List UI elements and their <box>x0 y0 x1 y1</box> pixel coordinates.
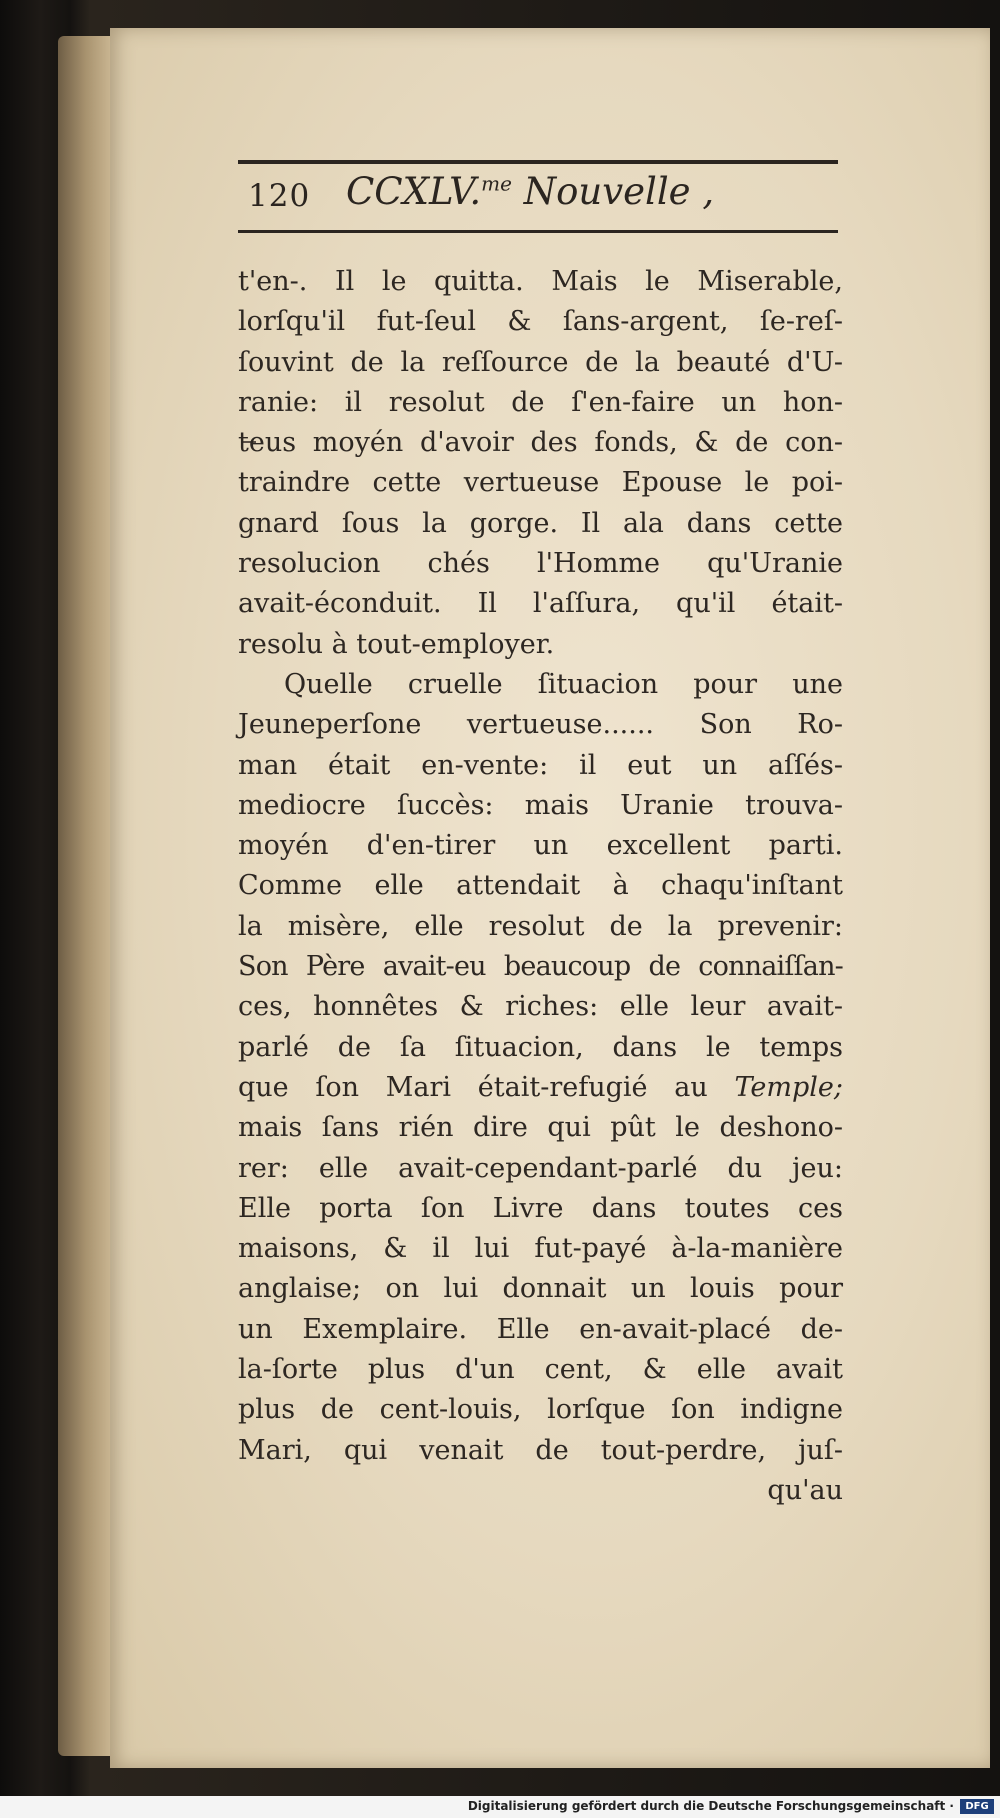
dfg-logo: DFG <box>960 1799 994 1814</box>
text-line: resolu à tout-employer. <box>238 628 555 660</box>
text-line: Quelle cruelle ſituacion pour une <box>284 668 843 700</box>
text-line: moyén d'en-tirer un excellent parti. <box>238 830 843 862</box>
text-line: la-ſorte plus d'un cent, & elle avait <box>238 1354 843 1386</box>
catchword: qu'au <box>767 1474 843 1506</box>
text-line-part: que ſon Mari était-refugié au <box>238 1071 708 1103</box>
chapter-title-numeral: CCXLV. <box>346 170 482 213</box>
text-line: mais ſans rién dire qui pût le deshono- <box>238 1112 843 1144</box>
chapter-title-superscript: me <box>481 171 512 196</box>
text-line: Jeuneperſone vertueuse...... Son Ro- <box>238 709 843 741</box>
text-line: un Exemplaire. Elle en-avait-placé de- <box>238 1313 843 1345</box>
text-line: plus de cent-louis, lorſque ſon indigne <box>238 1394 843 1426</box>
text-line: man était en-vente: il eut un aſſés- <box>238 749 843 781</box>
text-line: Elle porta ſon Livre dans toutes ces <box>238 1192 843 1224</box>
text-line: parlé de ſa ſituacion, dans le temps <box>238 1031 843 1063</box>
italic-word: Temple; <box>734 1071 843 1103</box>
chapter-title <box>346 170 714 213</box>
running-head <box>238 160 838 233</box>
text-line: Mari, qui venait de tout-perdre, juſ- <box>238 1434 843 1466</box>
text-line: ranie: il resolut de ſ'en-faire un hon- <box>238 386 843 418</box>
text-line: avait-éconduit. Il l'aſſura, qu'il était- <box>238 588 843 620</box>
text-line: Son Père avait-eu beaucoup de connaiſſan- <box>238 951 843 983</box>
text-line: mediocre ſuccès: mais Uranie trouva- <box>238 789 843 821</box>
digitization-credit: Digitalisierung gefördert durch die Deutsche Forschungsgemeinschaft · <box>467 1799 954 1813</box>
text-line: la misère, elle resolut de la prevenir: <box>238 910 843 942</box>
text-line: teus moyén d'avoir des fonds, & de con- <box>238 427 843 459</box>
text-line-with-italic <box>238 1068 843 1108</box>
text-line: lorſqu'il fut-ſeul & ſans-argent, ſe-reſ- <box>238 306 843 338</box>
text-line: anglaise; on lui donnait un louis pour <box>238 1273 843 1305</box>
text-line: rer: elle avait-cependant-parlé du jeu: <box>238 1152 843 1184</box>
text-line: ſouvint de la reſſource de la beauté d'U- <box>238 346 843 378</box>
footer-strip <box>0 1796 1000 1818</box>
chapter-title-rest: Nouvelle , <box>511 170 715 213</box>
text-line: t'en-. Il le quitta. Mais le Miserable, <box>238 266 843 297</box>
text-line: ces, honnêtes & riches: elle leur avait- <box>238 991 843 1023</box>
text-line: maisons, & il lui fut-payé à-la-manière <box>238 1233 843 1265</box>
text-line: resolucion chés l'Homme qu'Uranie <box>238 548 843 580</box>
body-text <box>238 262 843 1511</box>
text-line: traindre cette vertueuse Epouse le poi- <box>238 467 843 499</box>
text-line: Comme elle attendait à chaqu'inſtant <box>238 870 843 902</box>
page-number: 120 <box>248 178 311 214</box>
text-line: gnard ſous la gorge. Il ala dans cette <box>238 507 843 539</box>
